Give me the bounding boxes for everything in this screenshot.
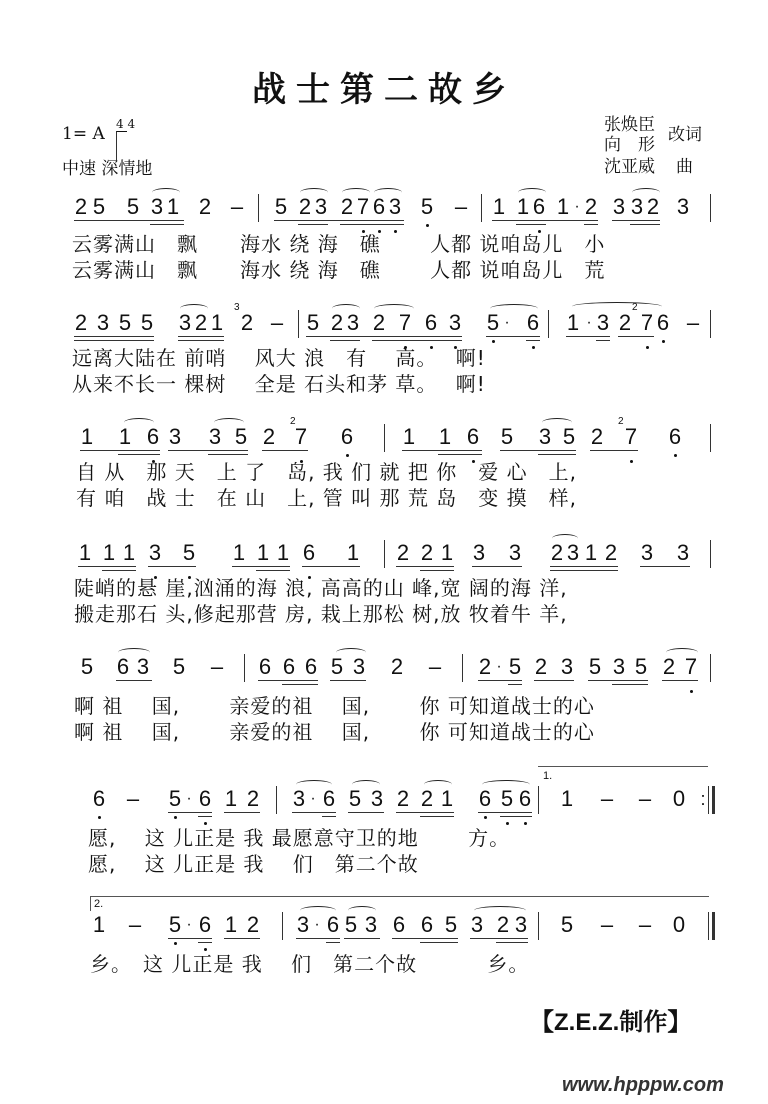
key-signature: 1= A bbox=[62, 124, 105, 144]
composer-role: 曲 bbox=[676, 157, 693, 177]
notation-row-5: 5 6 3 5 – 6 6 6 5 3 2 – 2 · 5 2 3 5 3 5 2 7 bbox=[0, 654, 768, 688]
barline bbox=[276, 786, 277, 814]
volta-2-label: 2. bbox=[94, 898, 104, 910]
time-sig-top: 4 bbox=[116, 117, 124, 131]
song-title: 战士第二故乡 bbox=[252, 70, 516, 110]
barline bbox=[384, 540, 385, 568]
barline bbox=[244, 654, 245, 682]
notation-row-7: 1 – 5 · 6 1 2 3 · 6 5 3 6 6 5 3 2 3 5 – – 0 bbox=[0, 912, 768, 946]
barline bbox=[462, 654, 463, 682]
lyrics-verse-2: 啊 祖 国, 亲爱的祖 国, 你 可知道战士的心 bbox=[74, 720, 595, 744]
notation-row-6: 6 – 5 · 6 1 2 3 · 6 5 3 2 2 1 6 5 6 1. 1 – – 0 : bbox=[0, 786, 768, 820]
final-barline bbox=[708, 912, 709, 940]
barline bbox=[710, 424, 711, 452]
barline bbox=[258, 194, 259, 222]
lyrics-verse-2: 云雾满山 飘 海水 绕 海 礁 人都 说咱岛儿 荒 bbox=[72, 258, 606, 282]
notation-row-4: 1 1 1 3 5 1 1 1 6 1 2 2 1 3 3 2 3 1 2 3 3 bbox=[0, 540, 768, 574]
lyricist-1: 张焕臣 bbox=[604, 115, 655, 135]
time-sig-bottom: 4 bbox=[127, 117, 136, 131]
lyrics-verse-1: 远离大陆在 前哨 风大 浪 有 高。 啊! bbox=[72, 346, 486, 370]
lyrics-verse-1: 啊 祖 国, 亲爱的祖 国, 你 可知道战士的心 bbox=[74, 694, 595, 718]
lyrics-verse-2: 愿, 这 儿正是 我 们 第二个故 bbox=[88, 852, 419, 876]
barline bbox=[481, 194, 482, 222]
repeat-barline bbox=[708, 786, 709, 814]
lyricist-2: 向 形 bbox=[604, 135, 655, 155]
barline bbox=[548, 310, 549, 338]
barline bbox=[710, 540, 711, 568]
lyric-role: 改词 bbox=[668, 125, 702, 145]
barline bbox=[282, 912, 283, 940]
lyrics-verse-1: 愿, 这 儿正是 我 最愿意守卫的地 方。 bbox=[88, 826, 511, 850]
barline bbox=[710, 654, 711, 682]
barline bbox=[384, 424, 385, 452]
repeat-barline-thick bbox=[712, 786, 715, 814]
barline bbox=[298, 310, 299, 338]
lyrics-verse-2: 从来不长一 棵树 全是 石头和茅 草。 啊! bbox=[72, 372, 486, 396]
barline bbox=[538, 912, 539, 940]
barline bbox=[538, 786, 539, 814]
volta-2-bracket bbox=[90, 896, 709, 911]
barline bbox=[710, 310, 711, 338]
tempo-marking: 中速 深情地 bbox=[62, 159, 153, 179]
notation-row-1: 2 5 5 3 1 2 – 5 2 3 2 7 6 3 5 – 1 1 6 1 · 2 3 3 2 3 bbox=[0, 194, 768, 228]
final-barline-thick bbox=[712, 912, 715, 940]
composer: 沈亚威 bbox=[604, 157, 655, 177]
lyrics-verse-1: 陡峭的悬 崖,汹涌的海 浪, 高高的山 峰,宽 阔的海 洋, bbox=[74, 576, 568, 600]
lyrics-verse-2: 搬走那石 头,修起那营 房, 栽上那松 树,放 牧着牛 羊, bbox=[74, 602, 568, 626]
lyrics-verse-1: 云雾满山 飘 海水 绕 海 礁 人都 说咱岛儿 小 bbox=[72, 232, 606, 256]
lyrics-verse-1: 乡。 这 儿正是 我 们 第二个故 乡。 bbox=[90, 952, 530, 976]
maker-credit: 【Z.E.Z.制作】 bbox=[530, 1009, 692, 1036]
lyrics-verse-1: 自 从 那 天 上 了 岛, 我 们 就 把 你 爱 心 上, bbox=[76, 460, 577, 484]
notation-row-3: 1 1 6 3 3 5 2 2 7 6 1 1 6 5 3 5 2 2 7 6 bbox=[0, 424, 768, 458]
time-signature bbox=[116, 118, 135, 130]
website-watermark: www.hpppw.com bbox=[562, 1074, 724, 1096]
barline bbox=[710, 194, 711, 222]
notation-row-2: 2 3 5 5 3 2 1 3 2 – 5 2 3 2 7 6 3 5 · 6 1 · 3 2 2 7 6 – bbox=[0, 310, 768, 344]
lyrics-verse-2: 有 咱 战 士 在 山 上, 管 叫 那 荒 岛 变 摸 样, bbox=[76, 486, 577, 510]
volta-1-label: 1. bbox=[543, 770, 553, 782]
